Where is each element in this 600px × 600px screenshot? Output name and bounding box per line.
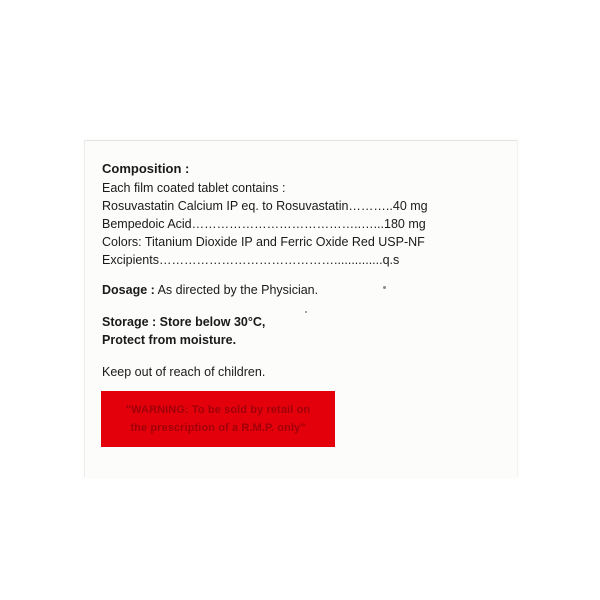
print-speck <box>305 311 307 313</box>
dosage-text: As directed by the Physician. <box>157 283 319 297</box>
warning-line-1: "WARNING: To be sold by retail on <box>125 404 311 416</box>
keep-out-notice: Keep out of reach of children. <box>102 365 266 379</box>
storage-line-2: Protect from moisture. <box>102 333 237 347</box>
warning-box <box>101 391 335 447</box>
print-speck <box>383 286 386 289</box>
storage-line-1: Storage : Store below 30°C, <box>102 315 266 329</box>
dosage-line <box>102 281 502 299</box>
ingredient-excipients: Excipients……………………………………..............q.s <box>102 253 400 267</box>
dosage-label: Dosage : <box>102 283 155 297</box>
ingredient-bempedoic-acid: Bempedoic Acid…………………………………..…...180 mg <box>102 217 426 231</box>
composition-intro: Each film coated tablet contains : <box>102 181 286 195</box>
ingredient-rosuvastatin: Rosuvastatin Calcium IP eq. to Rosuvastatin………..40 mg <box>102 199 428 213</box>
composition-heading: Composition : <box>102 161 190 176</box>
label-content <box>102 160 502 381</box>
ingredient-colors: Colors: Titanium Dioxide IP and Ferric Oxide Red USP-NF <box>102 235 425 249</box>
warning-line-2: the prescription of a R.M.P. only" <box>130 422 306 434</box>
